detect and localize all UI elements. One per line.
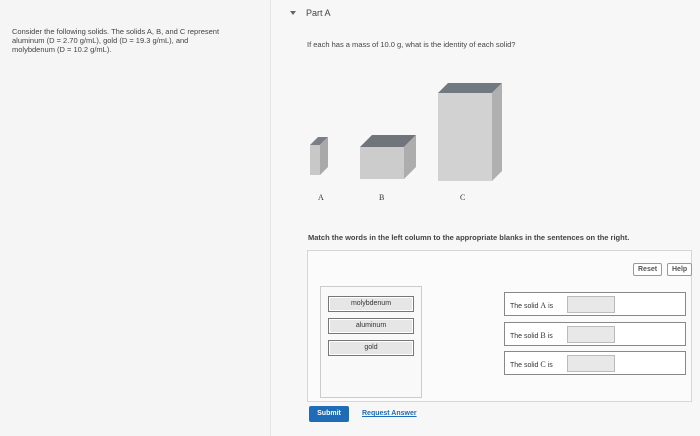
solids-figure — [300, 75, 540, 210]
label-b: B — [379, 193, 385, 202]
question-text: If each has a mass of 10.0 g, what is the identity of each solid? — [307, 40, 516, 49]
problem-line-1: Consider the following solids. The solids A, B, and C represent — [12, 27, 220, 36]
label-a: A — [318, 193, 324, 202]
sentence-c — [504, 351, 686, 375]
blank-a-dropzone[interactable] — [567, 296, 615, 313]
panel-divider — [270, 0, 271, 436]
request-answer-link[interactable]: Request Answer — [362, 410, 417, 417]
submit-button[interactable]: Submit — [309, 406, 349, 422]
sentence-b-label: The solid B is — [510, 331, 553, 340]
blank-c-dropzone[interactable] — [567, 355, 615, 372]
sentence-c-label: The solid C is — [510, 360, 553, 369]
chip-aluminum[interactable]: aluminum — [328, 318, 414, 334]
sentence-b — [504, 322, 686, 346]
problem-statement — [12, 27, 252, 54]
collapse-caret-icon[interactable] — [290, 11, 296, 15]
part-title: Part A — [306, 8, 331, 18]
instruction-text: Match the words in the left column to the appropriate blanks in the sentences on the right. — [308, 233, 630, 242]
label-c: C — [460, 193, 466, 202]
problem-line-2: aluminum (D = 2.70 g/mL), gold (D = 19.3 g/mL), and — [12, 36, 189, 45]
part-a-header[interactable] — [290, 8, 331, 18]
problem-panel — [0, 0, 270, 436]
chip-gold[interactable]: gold — [328, 340, 414, 356]
help-button[interactable]: Help — [667, 263, 692, 276]
chip-molybdenum[interactable]: molybdenum — [328, 296, 414, 312]
solid-c-shape — [438, 83, 502, 181]
sentence-a — [504, 292, 686, 316]
sentence-a-label: The solid A is — [510, 301, 554, 310]
solid-a-shape — [310, 137, 328, 175]
solid-b-shape — [360, 135, 416, 179]
blank-b-dropzone[interactable] — [567, 326, 615, 343]
word-bank — [320, 286, 422, 398]
problem-line-3: molybdenum (D = 10.2 g/mL). — [12, 45, 112, 54]
solids-illustration — [300, 75, 540, 210]
reset-button[interactable]: Reset — [633, 263, 662, 276]
